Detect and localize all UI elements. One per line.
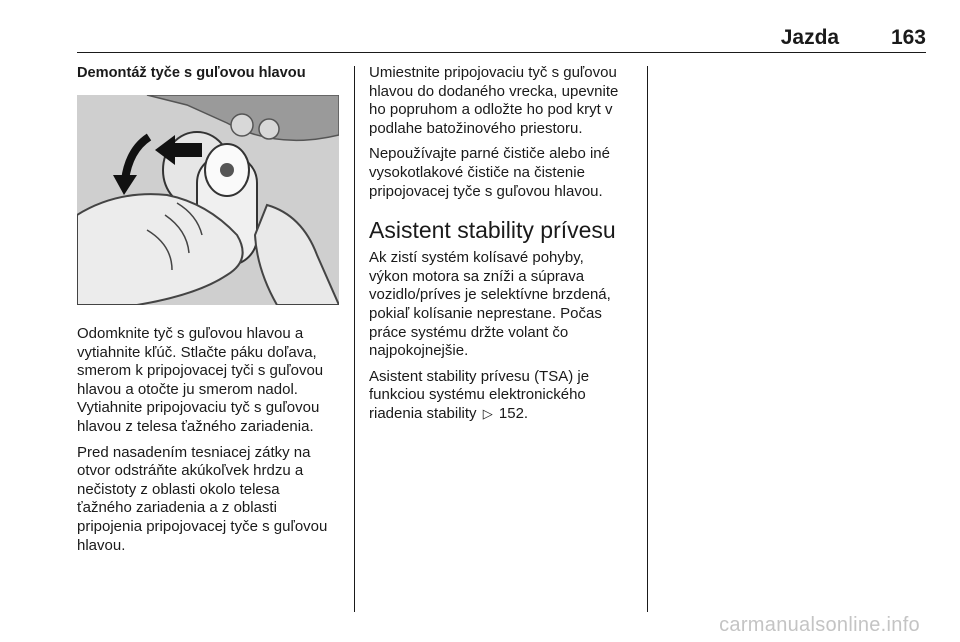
bolt-shape: [231, 114, 253, 136]
section-heading: Asistent stability prívesu: [369, 217, 616, 244]
left-column: [77, 64, 345, 562]
header-rule: [77, 52, 926, 53]
towbar-removal-illustration: [77, 95, 339, 305]
column-divider-left: [354, 66, 355, 612]
right-paragraph-1: Umiestnite pripojovaciu tyč s guľovou hlavou do dodaného vrecka, upevnite ho popruhom a odložte ho pod kryt v podlahe batožinového priestoru.: [369, 64, 619, 137]
arrow-reference-icon[interactable]: ▷: [482, 405, 493, 421]
right-paragraph-4: Asistent stability prívesu (TSA) je funkciou systému elektronického riadenia stability ▷ 152.: [369, 367, 590, 422]
left-paragraph-2: Pred nasadením tesniacej zátky na otvor odstráňte akúkoľvek hrdzu a nečistoty z oblasti okolo telesa ťažného zariadenia a z oblasti pripojenia pripojovacej tyče s guľovou hlavou.: [77, 443, 328, 554]
right-paragraph-2: Nepoužívajte parné čističe alebo iné vysokotlakové čističe na čistenie pripojovacej tyče s guľovou hlavou.: [369, 145, 610, 200]
section-title: Demontáž tyče s guľovou hlavou: [77, 65, 306, 81]
reference-page-link[interactable]: 152.: [498, 404, 529, 422]
page-header: [781, 26, 926, 50]
left-paragraph-1: Odomknite tyč s guľovou hlavou a vytiahnite kľúč. Stlačte páku doľava, smerom k pripojovacej tyči s guľovou hlavou a otočte ju smerom nadol. Vytiahnite pripojovaciu tyč s guľovou hlavou z telesa ťažného zariadenia.: [77, 325, 324, 435]
right-column: [369, 64, 637, 431]
column-divider-right: [647, 66, 648, 612]
watermark: carmanualsonline.info: [719, 614, 920, 636]
page-number: 163: [890, 26, 926, 49]
illustration-svg: [77, 95, 339, 305]
chapter-title: Jazda: [780, 26, 840, 49]
right-paragraph-3: Ak zistí systém kolísavé pohyby, výkon motora sa zníži a súprava vozidlo/príves je selektívne brzdená, pokiaľ kolísanie neprestane. Počas práce systému držte volant čo najpokojnejšie.: [369, 249, 611, 360]
lock-shape: [220, 163, 234, 177]
bolt-shape: [259, 119, 279, 139]
